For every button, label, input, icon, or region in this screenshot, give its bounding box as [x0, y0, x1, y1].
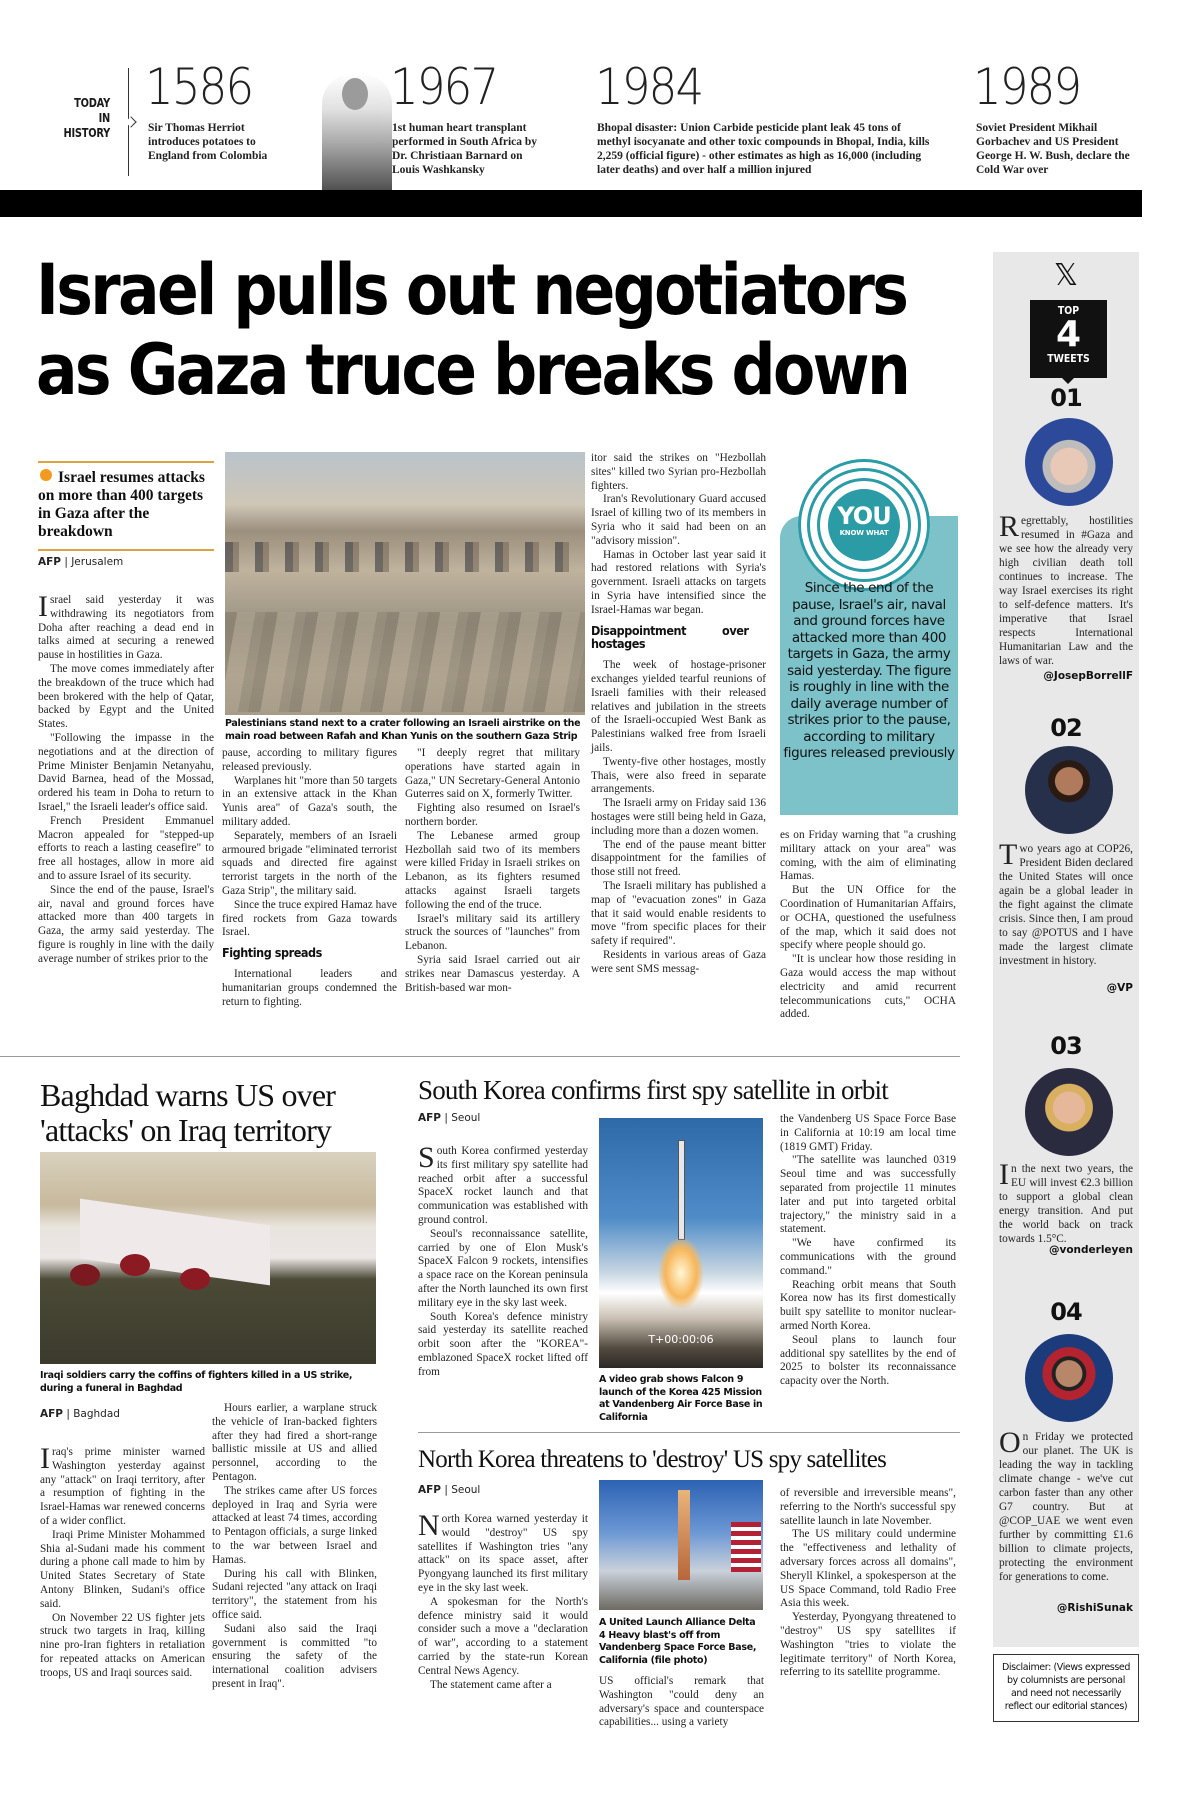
- article-column: [418, 1509, 588, 1692]
- tweet-number: 02: [1050, 714, 1082, 742]
- south-korea-headline: South Korea confirms first spy satellite in orbit: [418, 1075, 888, 1105]
- tweet-number: 03: [1050, 1032, 1082, 1060]
- paragraph: Hours earlier, a warplane struck the vehicle of Iran-backed fighters after they had fired a short-range ballistic missile at US and allied personnel, according to the Pentagon.: [212, 1402, 377, 1483]
- history-text: 1st human heart transplant performed in South Africa by Dr. Christiaan Barnard on Louis Washkansky: [392, 122, 538, 176]
- baghdad-funeral-photo: [40, 1152, 376, 1364]
- photo-caption: Iraqi soldiers carry the coffins of fighters killed in a US strike, during a funeral in Baghdad: [40, 1370, 353, 1394]
- paragraph: The statement came after a: [430, 1678, 552, 1691]
- byline-place: | Baghdad: [63, 1408, 120, 1420]
- paragraph: The Lebanese armed group Hezbollah said two of its members were killed Friday in Israeli strikes on Lebanon, as its fighters resumed attacks against Israeli targets following the end of the truce.: [405, 829, 580, 911]
- section-divider: [0, 1056, 960, 1057]
- headline-line: as Gaza truce breaks down: [36, 329, 909, 411]
- paragraph: Iraq's prime minister warned Washington yesterday against any "attack" on Iraqi territory, after a resumption of fighting in the Israel-Hamas war renewed concerns of a wider conflict.: [40, 1442, 205, 1527]
- paragraph: International leaders and humanitarian groups condemned the return to fighting.: [222, 967, 397, 1008]
- paragraph: Israel's military said its artillery struck the sources of "launches" from Lebanon.: [405, 912, 580, 953]
- history-year: 1586: [145, 58, 253, 116]
- article-column: [40, 1442, 205, 1681]
- top4-badge: [1030, 300, 1107, 378]
- paragraph: Seoul plans to launch four additional spy satellites by the end of 2025 to bolster its reconnaissance capacity over the North.: [780, 1333, 956, 1388]
- paragraph: Seoul's reconnaissance satellite, carried by one of Elon Musk's SpaceX Falcon 9 rockets, intensifies a space race on the Korean peninsula after the North launched its own first military eye in the sky last week.: [418, 1227, 588, 1309]
- article-column: [222, 747, 397, 1009]
- paragraph: Iran's Revolutionary Guard accused Israel of killing two of its members in Syria who it said had been on an "advisory mission".: [591, 493, 766, 547]
- standfirst: [38, 461, 214, 551]
- paragraph: Syria said Israel carried out air strikes near Damascus yesterday. A British-based war mon-: [405, 953, 580, 994]
- article-column: [38, 590, 214, 967]
- x-logo-icon: 𝕏: [1053, 258, 1079, 293]
- avatar: [1025, 746, 1113, 834]
- paragraph: The Israeli army on Friday said 136 hostages were still being held in Gaza, including more than a dozen women.: [591, 797, 766, 837]
- paragraph: Iraqi Prime Minister Mohammed Shia al-Sudani made his comment during a phone call made to him by United States Secretary of State Antony Blinken, Sudani's office said.: [40, 1528, 205, 1610]
- paragraph: Sudani also said the Iraqi government is committed "to ensuring the safety of the international coalition advisers present in Iraq".: [212, 1622, 377, 1690]
- paragraph: "I deeply regret that military operations have started again in Gaza," UN Secretary-General Antonio Guterres said on X, formerly Twitter.: [405, 747, 580, 801]
- paragraph: The end of the pause meant bitter disappointment for the families of those still not freed.: [591, 838, 766, 879]
- tweet-handle: @VP: [1106, 982, 1133, 994]
- byline-agency: AFP: [418, 1112, 441, 1124]
- bullet-dot-icon: [40, 469, 52, 481]
- tweet-handle: @RishiSunak: [1056, 1602, 1133, 1614]
- paragraph: Twenty-five other hostages, mostly Thais, were also freed in separate arrangements.: [591, 755, 766, 796]
- byline: [38, 556, 123, 568]
- tweet-handle: @JosepBorrellF: [1043, 670, 1133, 682]
- paragraph: But the UN Office for the Coordination of Humanitarian Affairs, or OCHA, questioned the usefulness of the map, which it said does not specify where people should go.: [780, 884, 956, 952]
- baghdad-headline: Baghdad warns US over 'attacks' on Iraq territory: [40, 1077, 336, 1148]
- article-column: [780, 829, 956, 1022]
- paragraph: Fighting also resumed on Israel's northern border.: [405, 802, 580, 828]
- byline-agency: AFP: [418, 1484, 441, 1496]
- byline: [40, 1408, 120, 1420]
- paragraph: Yesterday, Pyongyang threatened to "destroy" US spy satellites if Washington "tries to violate the legitimate territory" of North Korea, referring to its satellite programme.: [780, 1611, 956, 1679]
- paragraph: Since the truce expired Hamaz have fired rockets from Gaza towards Israel.: [222, 898, 397, 939]
- section-bar: [0, 190, 1142, 217]
- you-know-what-text: Since the end of the pause, Israel's air, naval and ground forces have attacked more than 400 targets in Gaza, the army said yesterday. The figure is roughly in line with the daily average number of strikes prior to the pause, according to military figures released previously: [783, 580, 955, 761]
- tweet-text: Regrettably, hostilities resumed in #Gaza and we see how the already very high civilian death toll continues to increase. The way Israel exercises its right to self-defence matters. It's imperative that Israel respects International Humanitarian Law and the laws of war.: [999, 510, 1133, 667]
- paragraph: es on Friday warning that "a crushing military attack on your area" was coming, with the aim of eliminating Hamas.: [780, 829, 956, 883]
- paragraph: "Following the impasse in the negotiations and at the direction of Prime Minister Benjamin Netanyahu, David Barnea, head of the Mossad, ordered his team in Doha to return to Israel," the Israeli leader's office said.: [38, 731, 214, 813]
- badge-bottom: TWEETS: [1047, 352, 1090, 365]
- paragraph: During his call with Blinken, Sudani rejected "any attack on Iraqi territory", the statement from his office said.: [212, 1567, 377, 1621]
- paragraph: South Korea's defence ministry said yesterday its satellite reached orbit soon after the "KOREA"-emblazoned SpaceX rocket lifted off from: [418, 1310, 588, 1378]
- paragraph: the Vandenberg US Space Force Base in California at 10:19 am local time (1819 GMT) Friday.: [780, 1113, 956, 1153]
- paragraph: The strikes came after US forces deployed in Iraq and Syria were attacked at least 74 times, according to Pentagon officials, a surge linked to the war between Israel and Hamas.: [212, 1484, 377, 1566]
- you-know-what-badge: [798, 459, 930, 591]
- history-year: 1967: [390, 58, 498, 116]
- tweet-text: In the next two years, the EU will invest €2.3 billion to support a global clean energy transition. And put the world back on track towards 1.5°C.: [999, 1158, 1133, 1245]
- paragraph: French President Emmanuel Macron appealed for "stepped-up efforts to reach a lasting ceasefire" to free all hostages, allow in more aid and to assure Israel of its security.: [38, 814, 214, 882]
- gaza-crater-photo: [225, 452, 585, 715]
- section-divider: [418, 1432, 960, 1433]
- paragraph: Residents in various areas of Gaza were sent SMS messag-: [591, 948, 766, 975]
- article-column: [780, 1113, 956, 1389]
- tweet-number: 04: [1050, 1298, 1082, 1326]
- paragraph: US official's remark that Washington "could deny an adversary's space and counterspace capabilities... using a variety: [599, 1675, 764, 1729]
- badge-subtitle: KNOW WHAT: [839, 529, 889, 537]
- history-text: Soviet President Mikhail Gorbachev and US President George H. W. Bush, declare the Cold War over: [976, 122, 1130, 176]
- paragraph: The Israeli military has published a map of "evacuation zones" in Gaza that it said would enable residents to move "from specific places for their safety if required".: [591, 879, 766, 948]
- byline-place: | Jerusalem: [61, 556, 124, 568]
- delta4-launch-photo: [599, 1480, 763, 1610]
- paragraph: Reaching orbit means that South Korea now has its first domestically built spy satellite to monitor nuclear-armed North Korea.: [780, 1278, 956, 1332]
- article-column: [405, 747, 580, 995]
- paragraph: of reversible and irreversible means", referring to the North's successful spy satellite launch in late November.: [780, 1487, 956, 1527]
- main-headline: [36, 249, 909, 411]
- paragraph: Hamas in October last year said it had restored relations with Syria's government. Israeli attacks on targets in Syria have intensified since the Israel-Hamas war began.: [591, 548, 766, 616]
- standfirst-text: Israel resumes attacks on more than 400 targets in Gaza after the breakdown: [38, 469, 205, 540]
- avatar: [1025, 1334, 1113, 1422]
- video-timer: T+00:00:06: [648, 1333, 714, 1346]
- label-line: HISTORY: [63, 126, 110, 140]
- badge-title: YOU: [837, 502, 891, 530]
- top-tweets-sidebar: [993, 252, 1139, 1647]
- tweet-handle: @vonderleyen: [1048, 1244, 1133, 1256]
- tweet-number: 01: [1050, 384, 1082, 412]
- photo-caption: Palestinians stand next to a crater following an Israeli airstrike on the main road between Rafah and Khan Yunis on the southern Gaza Strip: [225, 718, 581, 742]
- tweet-text: Two years ago at COP26, President Biden declared the United States will once again be a global leader in the fight against the climate crisis. Since then, I am proud to say @POTUS and I have made the largest climate investment in history.: [999, 838, 1133, 967]
- paragraph: The week of hostage-prisoner exchanges yielded tearful reunions of Israeli families with their released relatives and jubilation in the streets of the Israeli-occupied West Bank as Palestinians walked free from Israeli jails.: [591, 659, 766, 754]
- label-line: IN: [98, 111, 110, 125]
- paragraph: pause, according to military figures released previously.: [222, 747, 397, 773]
- history-text: Sir Thomas Herriot introduces potatoes to England from Colombia: [148, 122, 268, 162]
- paragraph: The US military could undermine the "effectiveness and lethality of adversary forces across all domains", Sheryll Klinkel, a spokesperson at the US Space Command, told Radio Free Asia this week.: [780, 1528, 956, 1610]
- article-column: [599, 1675, 764, 1730]
- north-korea-headline: North Korea threatens to 'destroy' US spy satellites: [418, 1446, 886, 1473]
- byline-agency: AFP: [38, 556, 61, 568]
- paragraph: North Korea warned yesterday it would "destroy" US spy satellites if Washington tries "any attack" on its space asset, after Pyongyang launched its first military eye in the sky last week.: [418, 1509, 588, 1594]
- avatar: [1025, 418, 1113, 506]
- byline-agency: AFP: [40, 1408, 63, 1420]
- paragraph: A spokesman for the North's defence ministry said it would consider such a move a "declaration of war", according to a statement carried by the state-run Korean Central News Agency.: [418, 1595, 588, 1677]
- paragraph: "It is unclear how those residing in Gaza would access the map without electricity and amid recurrent telecommunications cuts," OCHA added.: [780, 953, 956, 1021]
- badge-core: [828, 489, 900, 561]
- label-line: TODAY: [74, 96, 110, 110]
- paragraph: Since the end of the pause, Israel's air, naval and ground forces have attacked more than 400 targets in Gaza, the army said yesterday. The figure is roughly in line with the daily average number of strikes prior to the: [38, 883, 214, 965]
- photo-caption: A video grab shows Falcon 9 launch of the Korea 425 Mission at Vandenberg Air Force Base in California: [599, 1374, 763, 1423]
- article-column: [780, 1487, 956, 1680]
- subhead-hostages: Disappointment over hostages: [591, 622, 749, 652]
- paragraph: "The satellite was launched 0319 Seoul time and was successfully separated from projectile 11 minutes later and put into targeted orbital trajectory," the ministry said in a statement.: [780, 1154, 956, 1236]
- avatar: [1025, 1068, 1113, 1156]
- byline-place: | Seoul: [441, 1484, 481, 1496]
- photo-caption: A United Launch Alliance Delta 4 Heavy blast's off from Vandenberg Space Force Base, California (file photo): [599, 1617, 757, 1666]
- tweet-text: On Friday we protected our planet. The UK is leading the way in tackling climate change - we've cut carbon faster than any other G7 country. But at @COP_UAE we went even further by committing £1.6 billion to climate projects, protecting the environment for generations to come.: [999, 1426, 1133, 1583]
- paragraph: Separately, members of an Israeli armoured brigade "eliminated terrorist squads and directed fire against terrorist targets in the north of the Gaza Strip", the military said.: [222, 829, 397, 897]
- disclaimer-box: Disclaimer: (Views expressed by columnists are personal and need not necessarily reflect our editorial stances): [993, 1654, 1139, 1722]
- paragraph: Warplanes hit "more than 50 targets in an extensive attack in the Khan Yunis area" of Gaza's south, the military added.: [222, 774, 397, 828]
- badge-number: 4: [1055, 314, 1082, 355]
- history-year: 1984: [595, 58, 703, 116]
- paragraph: Israel said yesterday it was withdrawing its negotiators from Doha after reaching a dead end in talks aimed at securing a renewed pause in hostilities in Gaza.: [38, 590, 214, 662]
- paragraph: The move comes immediately after the breakdown of the truce which had been brokered with the help of Qatar, backed by Egypt and the United States.: [38, 662, 214, 731]
- paragraph: itor said the strikes on "Hezbollah sites" killed two Syrian pro-Hezbollah fighters.: [591, 452, 766, 492]
- falcon9-launch-photo: [599, 1118, 763, 1368]
- headline-line: Israel pulls out negotiators: [36, 249, 907, 331]
- article-column: [212, 1402, 377, 1692]
- byline: [418, 1112, 480, 1124]
- paragraph: On November 22 US fighter jets struck two targets in Iraq, killing nine pro-Iran fighters in retaliation for repeated attacks on American troops, US and Iraqi sources said.: [40, 1611, 205, 1679]
- history-year: 1989: [973, 58, 1081, 116]
- badge-top: TOP: [1057, 304, 1080, 317]
- byline: [418, 1484, 480, 1496]
- paragraph: "We have confirmed its communications with the ground command.": [780, 1237, 956, 1277]
- article-column: [591, 452, 766, 976]
- history-text: Bhopal disaster: Union Carbide pesticide plant leak 45 tons of methyl isocyanate and other toxic compounds in Bhopal, India, kills 2,259 (official figure) - other estimates as high as 16,000 (including later deaths) and over half a million injured: [597, 122, 930, 176]
- paragraph: South Korea confirmed yesterday its first military spy satellite had reached orbit after a successful SpaceX rocket launch and that communication was established with ground control.: [418, 1141, 588, 1226]
- article-column: [418, 1141, 588, 1380]
- byline-place: | Seoul: [441, 1112, 481, 1124]
- subhead-fighting: Fighting spreads: [222, 945, 322, 961]
- barnard-photo: [322, 74, 392, 190]
- today-in-history-label: [53, 96, 110, 141]
